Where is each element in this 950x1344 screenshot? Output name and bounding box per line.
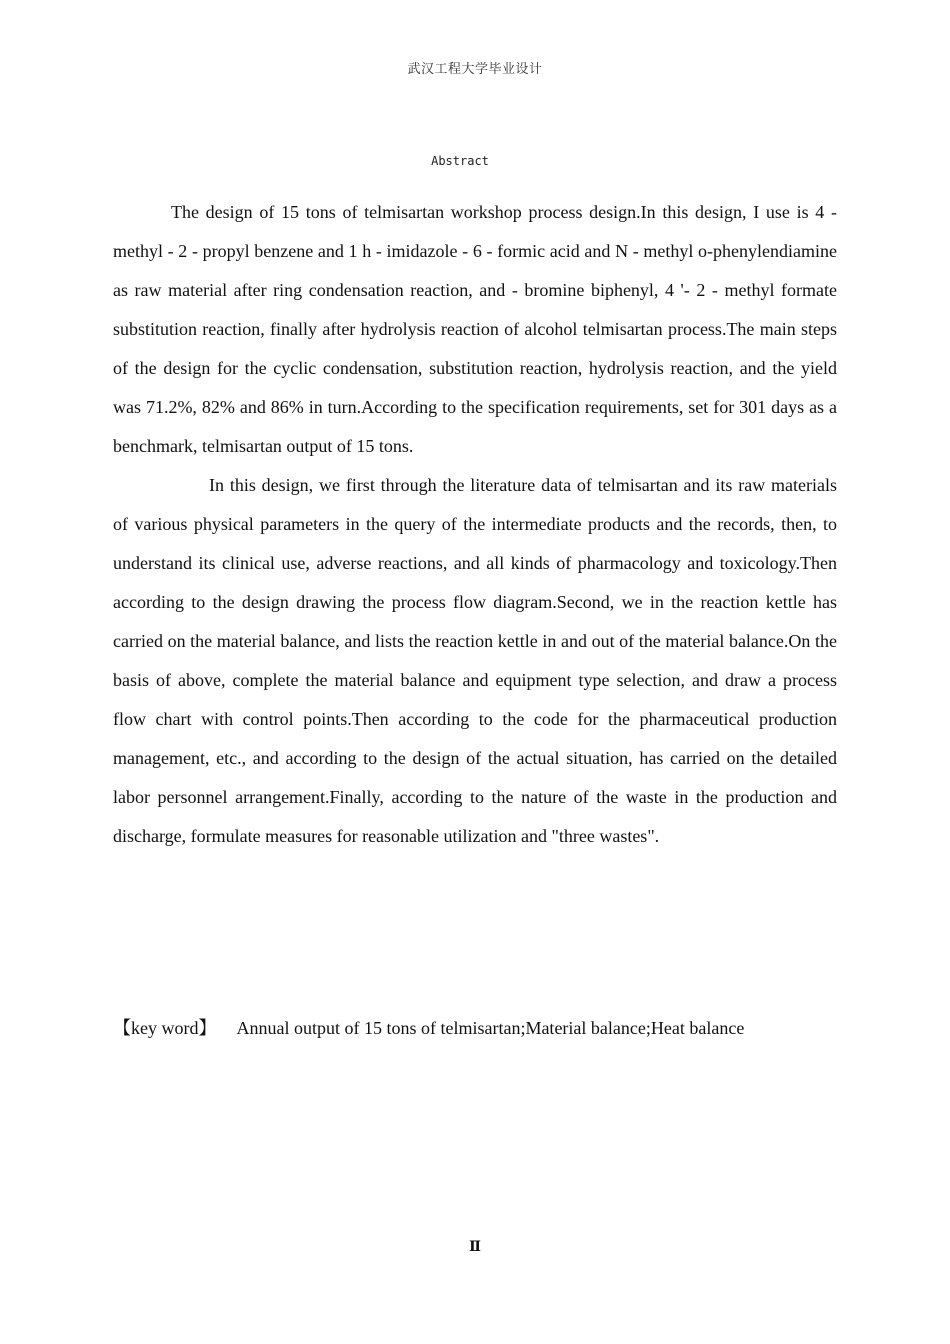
keywords-label: 【key word】 xyxy=(113,1018,217,1038)
keywords-line xyxy=(113,1014,837,1042)
running-header: 武汉工程大学毕业设计 xyxy=(407,62,543,77)
abstract-body xyxy=(113,193,837,856)
abstract-title: Abstract xyxy=(431,154,489,168)
abstract-paragraph-1: The design of 15 tons of telmisartan workshop process design.In this design, I use is 4 - methyl - 2 - propyl benzene and 1 h - imidazole - 6 - formic acid and N - methyl o-phenylendiamine as raw material after ring condensation reaction, and - bromine biphenyl, 4 '- 2 - methyl formate substitution reaction, finally after hydrolysis reaction of alcohol telmisartan process.The main steps of the design for the cyclic condensation, substitution reaction, hydrolysis reaction, and the yield was 71.2%, 82% and 86% in turn.According to the specification requirements, set for 301 days as a benchmark, telmisartan output of 15 tons. xyxy=(113,202,837,456)
keywords-text: Annual output of 15 tons of telmisartan;Material balance;Heat balance xyxy=(236,1018,745,1038)
page-number: Ⅱ xyxy=(469,1240,481,1255)
abstract-paragraph-2: In this design, we first through the literature data of telmisartan and its raw materials of various physical parameters in the query of the intermediate products and the records, then, to understand its clinical use, adverse reactions, and all kinds of pharmacology and toxicology.Then according to the design drawing the process flow diagram.Second, we in the reaction kettle has carried on the material balance, and lists the reaction kettle in and out of the material balance.On the basis of above, complete the material balance and equipment type selection, and draw a process flow chart with control points.Then according to the code for the pharmaceutical production management, etc., and according to the design of the actual situation, has carried on the detailed labor personnel arrangement.Finally, according to the nature of the waste in the production and discharge, formulate measures for reasonable utilization and "three wastes". xyxy=(113,475,837,846)
